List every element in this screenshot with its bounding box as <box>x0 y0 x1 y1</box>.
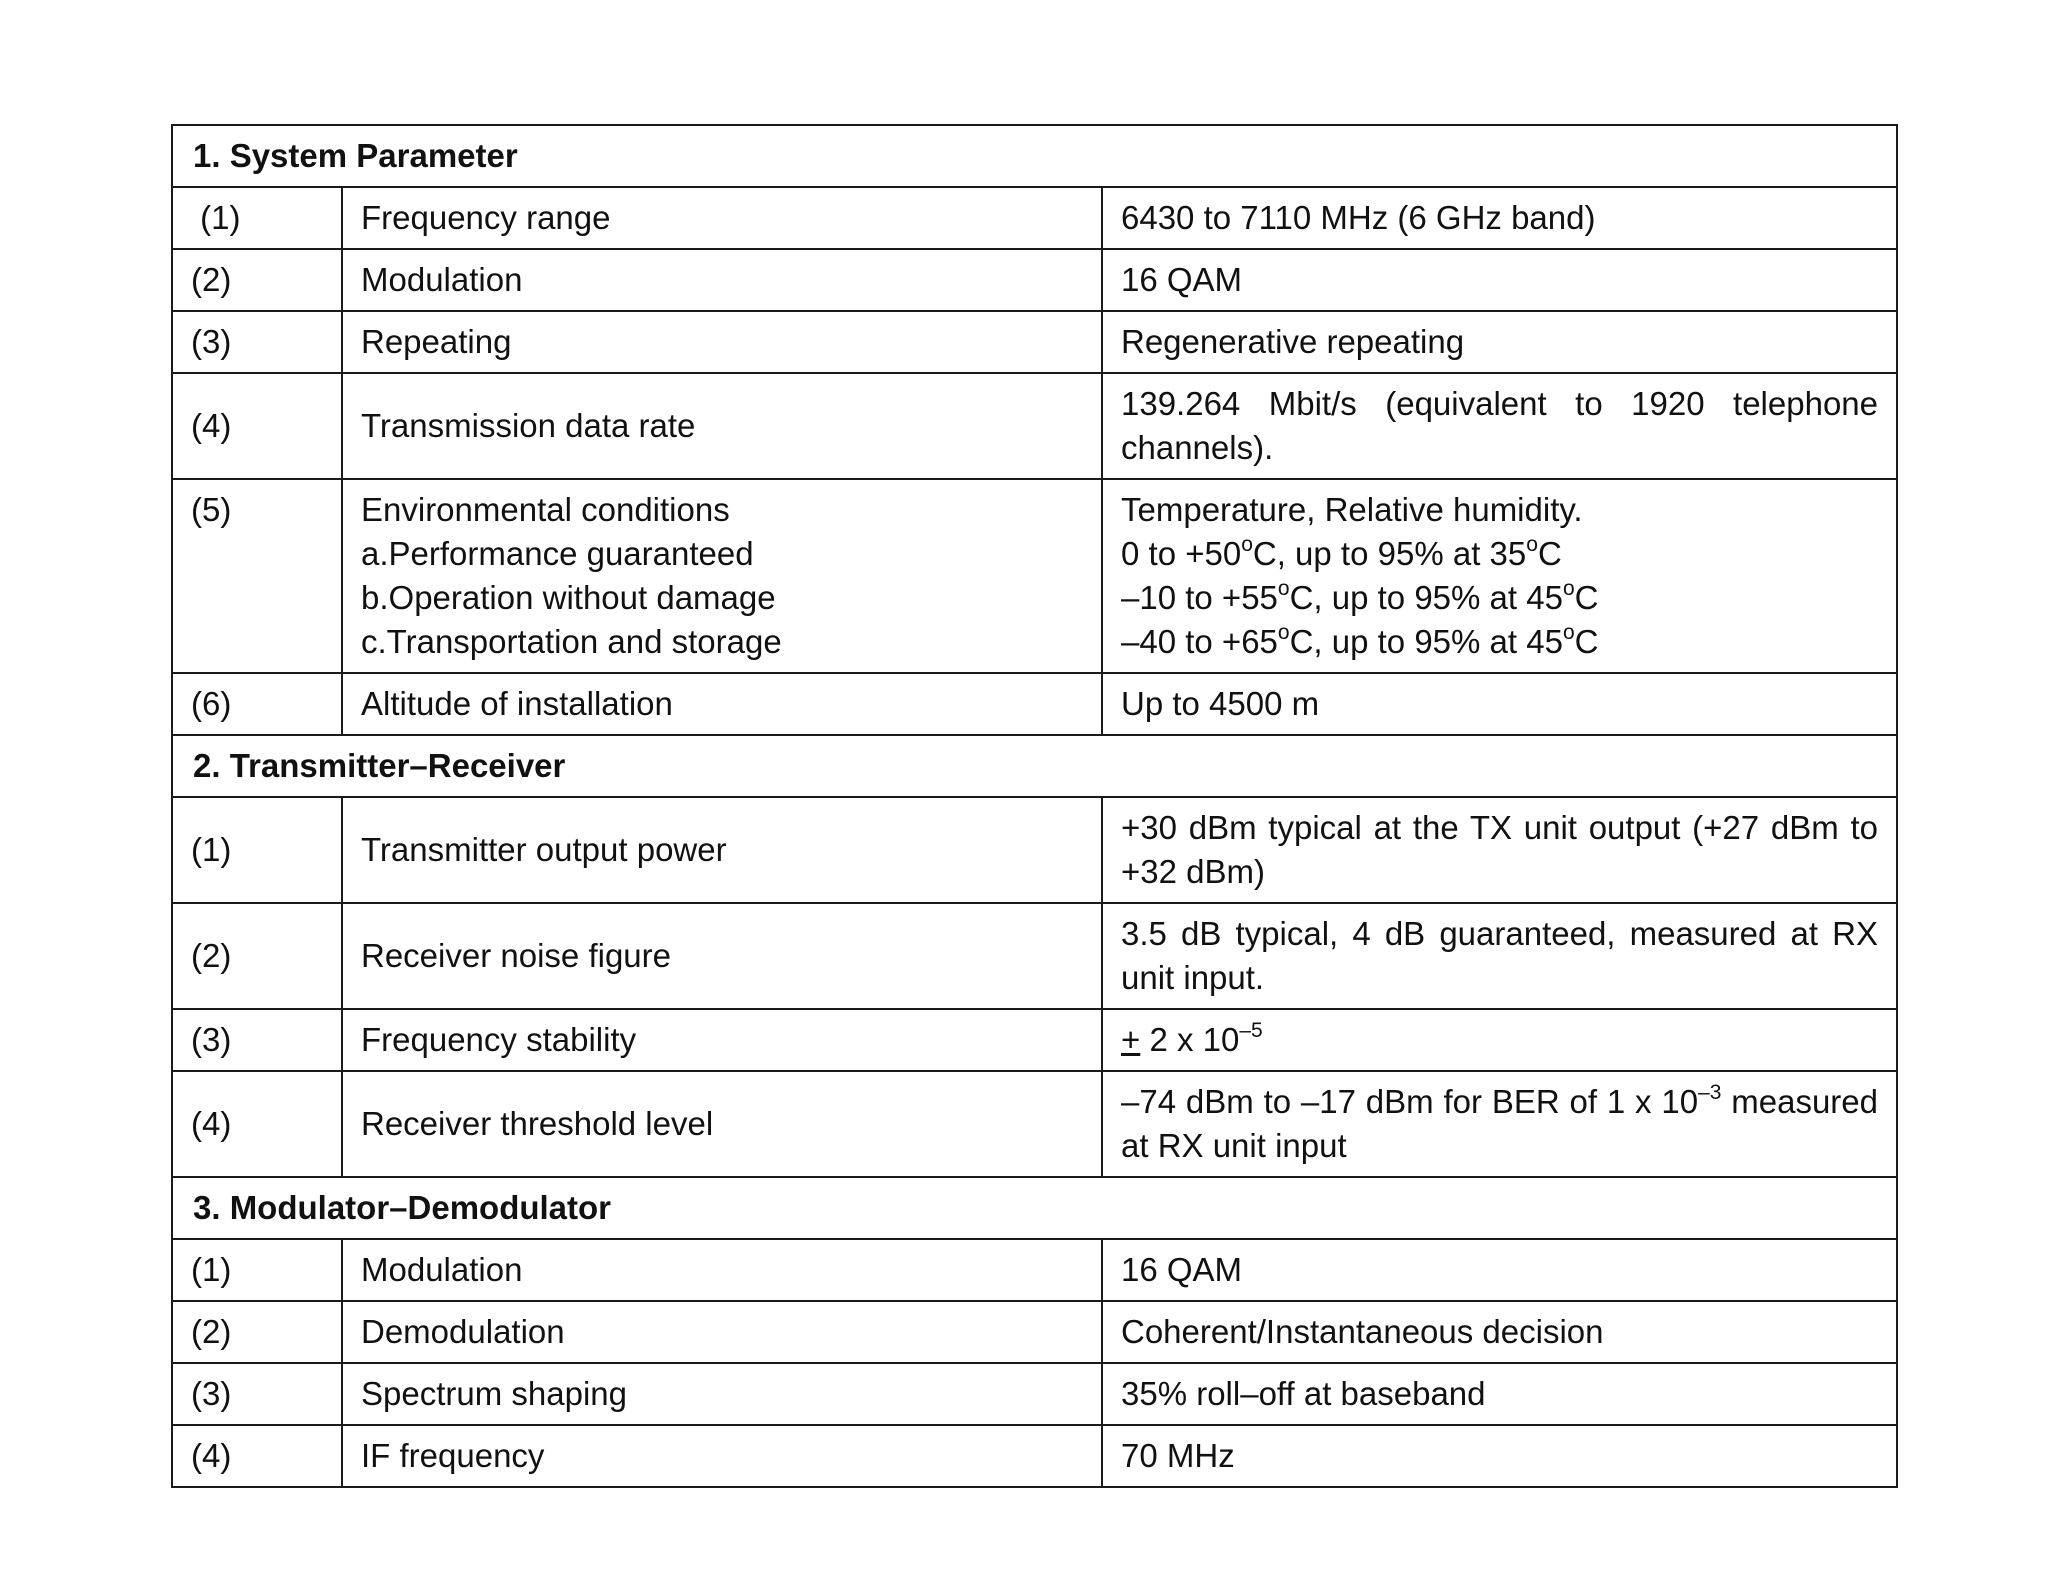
row-number: (1) <box>172 797 342 903</box>
label-line: a.Performance guaranteed <box>361 535 754 572</box>
table-row <box>172 673 1897 735</box>
table-row <box>172 1363 1897 1425</box>
row-number: (3) <box>172 1363 342 1425</box>
section-title: 1. System Parameter <box>172 125 1897 187</box>
row-label: Transmission data rate <box>342 373 1102 479</box>
value-text: –40 to +65 <box>1121 623 1278 660</box>
table-row <box>172 1009 1897 1071</box>
row-value: 6430 to 7110 MHz (6 GHz band) <box>1102 187 1897 249</box>
row-number: (1) <box>172 1239 342 1301</box>
row-number: (2) <box>172 249 342 311</box>
row-number: (3) <box>172 1009 342 1071</box>
label-line: Environmental conditions <box>361 491 730 528</box>
row-value: 35% roll–off at baseband <box>1102 1363 1897 1425</box>
row-number: (4) <box>172 1425 342 1487</box>
label-line: c.Transportation and storage <box>361 623 782 660</box>
row-value: +30 dBm typical at the TX unit output (+27 dBm to +32 dBm) <box>1102 797 1897 903</box>
row-label: Receiver threshold level <box>342 1071 1102 1177</box>
row-label: Frequency range <box>342 187 1102 249</box>
value-line <box>1121 620 1878 664</box>
row-value: 3.5 dB typical, 4 dB guaranteed, measured at RX unit input. <box>1102 903 1897 1009</box>
row-number: (2) <box>172 1301 342 1363</box>
row-value <box>1102 1071 1897 1177</box>
value-line <box>1121 532 1878 576</box>
value-text: C, up to 95% at 35 <box>1252 535 1527 572</box>
value-text: –74 dBm to –17 dBm for BER of 1 x 10 <box>1121 1083 1699 1120</box>
section-title: 2. Transmitter–Receiver <box>172 735 1897 797</box>
table-row <box>172 1239 1897 1301</box>
row-label: IF frequency <box>342 1425 1102 1487</box>
row-number: (3) <box>172 311 342 373</box>
label-line: b.Operation without damage <box>361 579 776 616</box>
section-header <box>172 735 1897 797</box>
section-title: 3. Modulator–Demodulator <box>172 1177 1897 1239</box>
table-row <box>172 311 1897 373</box>
value-text: C, up to 95% at 45 <box>1289 579 1563 616</box>
value-text: C, up to 95% at 45 <box>1289 623 1563 660</box>
row-value: 16 QAM <box>1102 1239 1897 1301</box>
row-value: 70 MHz <box>1102 1425 1897 1487</box>
table-row <box>172 373 1897 479</box>
row-label: Repeating <box>342 311 1102 373</box>
degree-sup: o <box>1277 621 1290 644</box>
row-value: Regenerative repeating <box>1102 311 1897 373</box>
row-value: Up to 4500 m <box>1102 673 1897 735</box>
row-label: Modulation <box>342 1239 1102 1301</box>
table-row <box>172 903 1897 1009</box>
value-text: measured at RX unit input <box>1121 1083 1878 1164</box>
row-value: 139.264 Mbit/s (equivalent to 1920 telephone channels). <box>1102 373 1897 479</box>
table-row <box>172 1301 1897 1363</box>
degree-sup: o <box>1526 533 1538 556</box>
row-value: Coherent/Instantaneous decision <box>1102 1301 1897 1363</box>
section-header <box>172 1177 1897 1239</box>
value-line: Temperature, Relative humidity. <box>1121 491 1583 528</box>
row-number: (6) <box>172 673 342 735</box>
degree-sup: o <box>1277 577 1290 600</box>
degree-sup: o <box>1241 533 1253 556</box>
degree-sup: o <box>1562 577 1575 600</box>
table-row <box>172 1071 1897 1177</box>
row-label: Demodulation <box>342 1301 1102 1363</box>
row-label: Frequency stability <box>342 1009 1102 1071</box>
specification-table <box>171 124 1898 1488</box>
row-label <box>342 479 1102 673</box>
row-value: 16 QAM <box>1102 249 1897 311</box>
table-row <box>172 187 1897 249</box>
row-label: Modulation <box>342 249 1102 311</box>
exponent-sup: –3 <box>1698 1081 1722 1104</box>
table-row <box>172 479 1897 673</box>
table-row <box>172 797 1897 903</box>
row-number: (4) <box>172 373 342 479</box>
row-value <box>1102 1009 1897 1071</box>
table-row <box>172 1425 1897 1487</box>
row-value <box>1102 479 1897 673</box>
row-number: (1) <box>172 187 342 249</box>
value-text: C <box>1537 535 1562 572</box>
value-text: 0 to +50 <box>1121 535 1242 572</box>
row-label: Spectrum shaping <box>342 1363 1102 1425</box>
degree-sup: o <box>1562 621 1575 644</box>
exponent-sup: –5 <box>1239 1019 1263 1042</box>
row-number: (4) <box>172 1071 342 1177</box>
value-text: –10 to +55 <box>1121 579 1278 616</box>
row-number: (2) <box>172 903 342 1009</box>
section-header <box>172 125 1897 187</box>
row-label: Transmitter output power <box>342 797 1102 903</box>
value-text: C <box>1574 579 1599 616</box>
row-label: Receiver noise figure <box>342 903 1102 1009</box>
table-row <box>172 249 1897 311</box>
value-line <box>1121 576 1878 620</box>
value-text: 2 x 10 <box>1140 1021 1240 1058</box>
plus-minus-symbol: + <box>1121 1021 1141 1058</box>
value-text: C <box>1574 623 1599 660</box>
row-number: (5) <box>172 479 342 673</box>
row-label: Altitude of installation <box>342 673 1102 735</box>
